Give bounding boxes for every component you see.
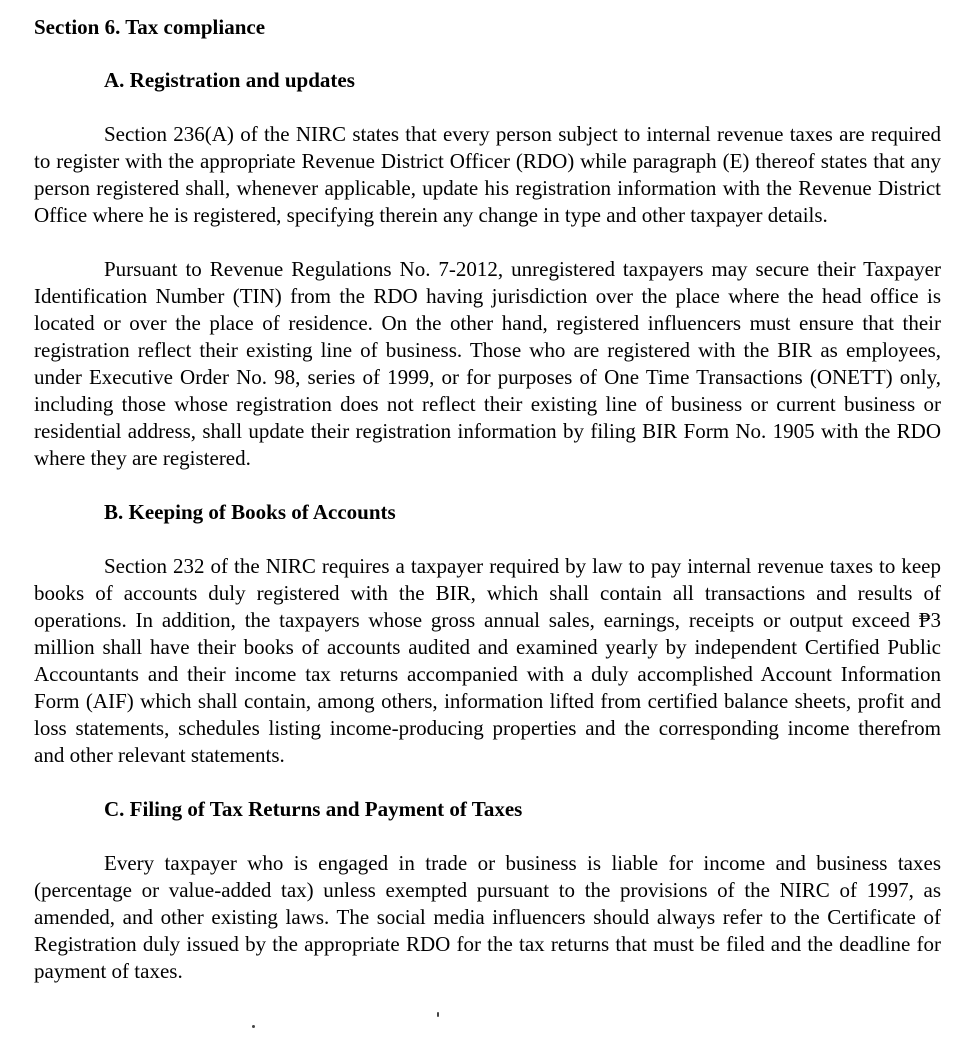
paragraph: Every taxpayer who is engaged in trade or business is liable for income and business taxes (percentage or value-added tax) unless exempted pursuant to the provisions of the NIRC of 1997, as amended, and other existing laws. The social media influencers should always refer to the Certificate of Registration duly issued by the appropriate RDO for the tax returns that must be filed and the deadline for payment of taxes.: [34, 851, 941, 983]
subsection-registration: [34, 67, 941, 472]
scan-speck: [437, 1012, 439, 1017]
scan-marks: [0, 1012, 980, 1024]
subsection-filing-and-payment: [34, 796, 941, 985]
scan-speck: [252, 1025, 255, 1028]
subsection-heading: B. Keeping of Books of Accounts: [104, 500, 396, 524]
subsection-books-of-accounts: [34, 499, 941, 769]
section-title: Section 6. Tax compliance: [34, 15, 266, 39]
paragraph: Pursuant to Revenue Regulations No. 7-2012, unregistered taxpayers may secure their Taxpayer Identification Number (TIN) from the RDO having jurisdiction over the place where the head office is located or over the place of residence. On the other hand, registered influencers must ensure that their registration reflect their existing line of business. Those who are registered with the BIR as employees, under Executive Order No. 98, series of 1999, or for purposes of One Time Transactions (ONETT) only, including those whose registration does not reflect their existing line of business or current business or residential address, shall update their registration information by filing BIR Form No. 1905 with the RDO where they are registered.: [34, 257, 941, 470]
paragraph: Section 232 of the NIRC requires a taxpayer required by law to pay internal revenue taxes to keep books of accounts duly registered with the BIR, which shall contain all transactions and results of operations. In addition, the taxpayers whose gross annual sales, earnings, receipts or output exceed ₱3 million shall have their books of accounts audited and examined yearly by independent Certified Public Accountants and their income tax returns accompanied with a duly accomplished Account Information Form (AIF) which shall contain, among others, information lifted from certified balance sheets, profit and loss statements, schedules listing income-producing properties and the corresponding income therefrom and other relevant statements.: [34, 554, 941, 767]
subsection-heading: A. Registration and updates: [104, 68, 355, 92]
subsection-heading: C. Filing of Tax Returns and Payment of Taxes: [104, 797, 523, 821]
paragraph: Section 236(A) of the NIRC states that every person subject to internal revenue taxes are required to register with the appropriate Revenue District Officer (RDO) while paragraph (E) thereof states that any person registered shall, whenever applicable, update his registration information with the Revenue District Office where he is registered, specifying therein any change in type and other taxpayer details.: [34, 122, 941, 227]
document-page: [34, 14, 941, 1012]
